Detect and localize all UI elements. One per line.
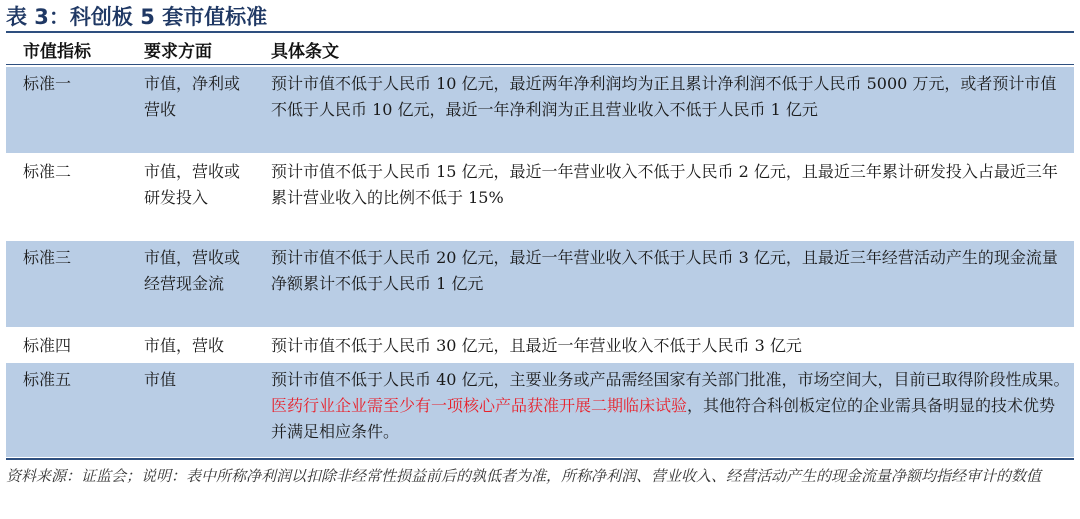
- row-aspect: 市值: [144, 370, 177, 389]
- row-clause-text: 预计市值不低于人民币 10 亿元，最近两年净利润均为正且累计净利润不低于人民币 5000 万元，或者预计市值不低于人民币 10 亿元，最近一年净利润为正且营业收入不低于人民币 1 亿元: [271, 74, 1057, 119]
- table-row: [6, 241, 1074, 327]
- row-aspect: 市值，营收: [144, 336, 225, 355]
- table-row: [6, 363, 1074, 457]
- table-row: [6, 155, 1074, 239]
- row-aspect: 市值，净利或营收: [144, 74, 241, 119]
- row-clause-text: 预计市值不低于人民币 20 亿元，最近一年营业收入不低于人民币 3 亿元，且最近三年经营活动产生的现金流量净额累计不低于人民币 1 亿元: [271, 248, 1058, 293]
- clause-text-part: 预计市值不低于人民币 40 亿元，主要业务或产品需经国家有关部门批准，市场空间大，目前已取得阶段性成果。: [271, 370, 1070, 389]
- table-row: [6, 67, 1074, 153]
- row-standard-name: 标准三: [23, 248, 72, 267]
- table-bottom-rule: [6, 458, 1074, 460]
- header-metric: 市值指标: [23, 42, 91, 62]
- table-row: [6, 329, 1074, 361]
- clause-highlight-text: 医药行业企业需至少有一项核心产品获准开展二期临床试验: [271, 396, 688, 415]
- header-aspect: 要求方面: [144, 42, 212, 62]
- row-clause-text: [271, 367, 1071, 445]
- row-standard-name: 标准五: [23, 370, 72, 389]
- header-clause: 具体条文: [271, 42, 339, 62]
- table-title: 表 3：科创板 5 套市值标准: [6, 5, 268, 29]
- row-standard-name: 标准一: [23, 74, 72, 93]
- row-aspect: 市值，营收或研发投入: [144, 162, 241, 207]
- table-header-rule: [6, 64, 1074, 65]
- clause-text-part: ，其他符合科创板定位的企业需具备明显的技术优势并满足相应条件。: [271, 396, 1056, 441]
- row-standard-name: 标准四: [23, 336, 72, 355]
- table-header-row: [6, 33, 1074, 63]
- row-clause-text: 预计市值不低于人民币 15 亿元，最近一年营业收入不低于人民币 2 亿元，且最近三年累计研发投入占最近三年累计营业收入的比例不低于 15%: [271, 162, 1058, 207]
- row-aspect: 市值，营收或经营现金流: [144, 248, 241, 293]
- row-standard-name: 标准二: [23, 162, 72, 181]
- source-note: 资料来源：证监会；说明：表中所称净利润以扣除非经常性损益前后的孰低者为准，所称净利润、营业收入、经营活动产生的现金流量净额均指经审计的数值: [6, 467, 1042, 485]
- row-clause-text: 预计市值不低于人民币 30 亿元，且最近一年营业收入不低于人民币 3 亿元: [271, 336, 802, 355]
